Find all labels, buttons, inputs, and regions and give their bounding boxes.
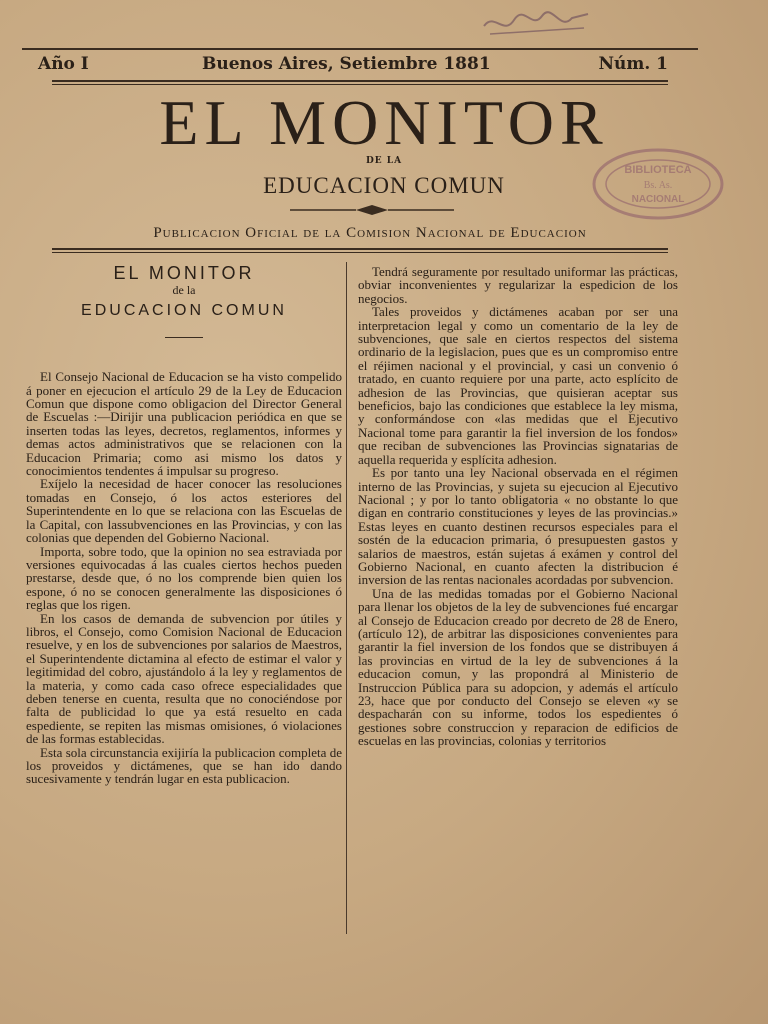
paragraph: En los casos de demanda de subvencion por útiles y libros, el Consejo, como Comision Nacional de Educacion resuelve, y en los de subvenciones por salarios de Maestros, el Superintendente dictamina al efecto de estimar el valor y legitimidad del cobro, ajustándolo á la ley y reglamentos de la materia, y como cada caso ofrece especialidades que deben tenerse en cuenta, resulta que no conociéndose por falta de publicidad lo que ya está resuelto en cada espediente, se repiten las mismas omisiones, ó violaciones de las formas establecidas. <box>26 610 342 747</box>
publication-line: Publicacion Oficial de la Comision Nacional de Educacion <box>153 225 587 241</box>
ornament-divider <box>290 203 454 217</box>
stamp-text-mid: Bs. As. <box>643 180 673 191</box>
issue-place-date: Buenos Aires, Setiembre 1881 <box>202 54 491 74</box>
masthead-de-la: DE LA <box>365 156 403 166</box>
issue-year: Año I <box>38 54 89 74</box>
left-column <box>26 265 342 786</box>
right-column <box>358 265 678 748</box>
issue-number: Núm. 1 <box>598 54 668 74</box>
masthead-title: EL MONITOR <box>159 87 609 158</box>
stamp-text-bottom: NACIONAL <box>631 194 685 205</box>
paragraph: Exíjelo la necesidad de hacer conocer las resoluciones tomadas en Consejo, ó los actos esteriores del Superintendente en lo que se relaciona con las Escuelas de la Capital, con lassubvenciones en las Provincias, y con las colonias que dependen del Gobierno Nacional. <box>26 476 342 546</box>
paragraph: Importa, sobre todo, que la opinion no sea estraviada por versiones equivocadas á las cuales ciertos hechos pueden prestarse, desde que, ó no los comprende bien quien los espone, ó no se conocen generalmente las disposiciones ó reglas que los rigen. <box>26 543 342 613</box>
article-subtitle: EDUCACION COMUN <box>81 301 287 319</box>
masthead-rule-2 <box>52 252 668 253</box>
paragraph: Es por tanto una ley Nacional observada en el régimen interno de las Provincias, y sujeta su ejecucion al Ejecutivo Nacional ; y por lo tanto obligatoria « no obstante lo que digan en contrario constituciones y leyes de las provincias.» Estas leyes en cuanto destinen recursos especiales para el sostén de la educacion primaria, ó presupuesten gastos y salarios de maestros, están sujetas á exámen y control del Gobierno Nacional, en cuanto afecten la distribucion é inversion de las rentas nacionales acordadas por subvencion. <box>358 465 678 588</box>
article-title: EL MONITOR <box>113 263 255 283</box>
issue-header <box>22 54 668 78</box>
stamp-text-top: BIBLIOTECA <box>624 164 692 176</box>
column-divider <box>346 262 347 934</box>
header-rule-1 <box>52 80 668 82</box>
masthead-rule-1 <box>52 248 668 250</box>
paragraph: El Consejo Nacional de Educacion se ha visto compelido á poner en ejecucion el artículo 29 de la Ley de Educacion Comun que dispone como obligacion del Director General de Escuelas :—Dirijir una publicacion periódica en que se inserten todas las leyes, decretos, reglamentos, informes y demas actos administrativos que se relacionen con la Educacion Primaria; como asi mismo los datos y conocimientos tendentes á impulsar su progreso. <box>26 369 342 479</box>
paragraph: Esta sola circunstancia exijiría la publicacion completa de los proveidos y dictámenes, que se han ido dando sucesivamente y tendrán lugar en esta publicacion. <box>26 744 342 787</box>
paragraph: Tendrá seguramente por resultado uniformar las prácticas, obviar inconvenientes y regularizar la espedicion de los negocios. <box>358 264 678 306</box>
library-stamp <box>590 145 726 223</box>
masthead-subtitle: EDUCACION COMUN <box>263 173 505 198</box>
paragraph: Tales proveidos y dictámenes acaban por ser una interpretacion legal y como un comentario de la ley de subvenciones, que sale en ciertos respectos del sistema ordinario de la legislacion, pues que es un compromiso entre el réjimen nacional y el provincial, y casi un convenio ó tratado, en cuanto requiere por una parte, acto esplícito de adhesion de las Provincias, que quisieran aceptar sus beneficios, bajo las condiciones que establece la ley misma, y conformándose con «las medidas que el Ejecutivo Nacional tome para garantir la fiel inversion de los fondos» que reciban de subvenciones las Provincias signatarias de aquella requerida y esplícita adhesion. <box>358 304 678 467</box>
handwritten-mark <box>480 6 592 40</box>
article-de-la: de la <box>172 283 196 298</box>
paragraph: Una de las medidas tomadas por el Gobierno Nacional para llenar los objetos de la ley de subvenciones fué encargar al Consejo de Educacion creado por decreto de 28 de Enero, (artículo 12), de arbitrar las disposiciones convenientes para garantir la fiel inversion de los fondos que se distribuyen á las provincias en virtud de la ley de subvenciones á la educacion comun, y las propondrá al Ministerio de Instruccion Pública para su adopcion, y además el artículo 23, hace que por conducto del Consejo se eleven «y se despacharán con su informe, todos los espedientes ó gestiones sobre construccion y reparacion de edificios de escuelas en las provincias, colonias y territorios <box>358 585 678 749</box>
top-rule <box>22 48 698 50</box>
header-rule-2 <box>52 84 668 85</box>
article-rule <box>165 337 203 338</box>
